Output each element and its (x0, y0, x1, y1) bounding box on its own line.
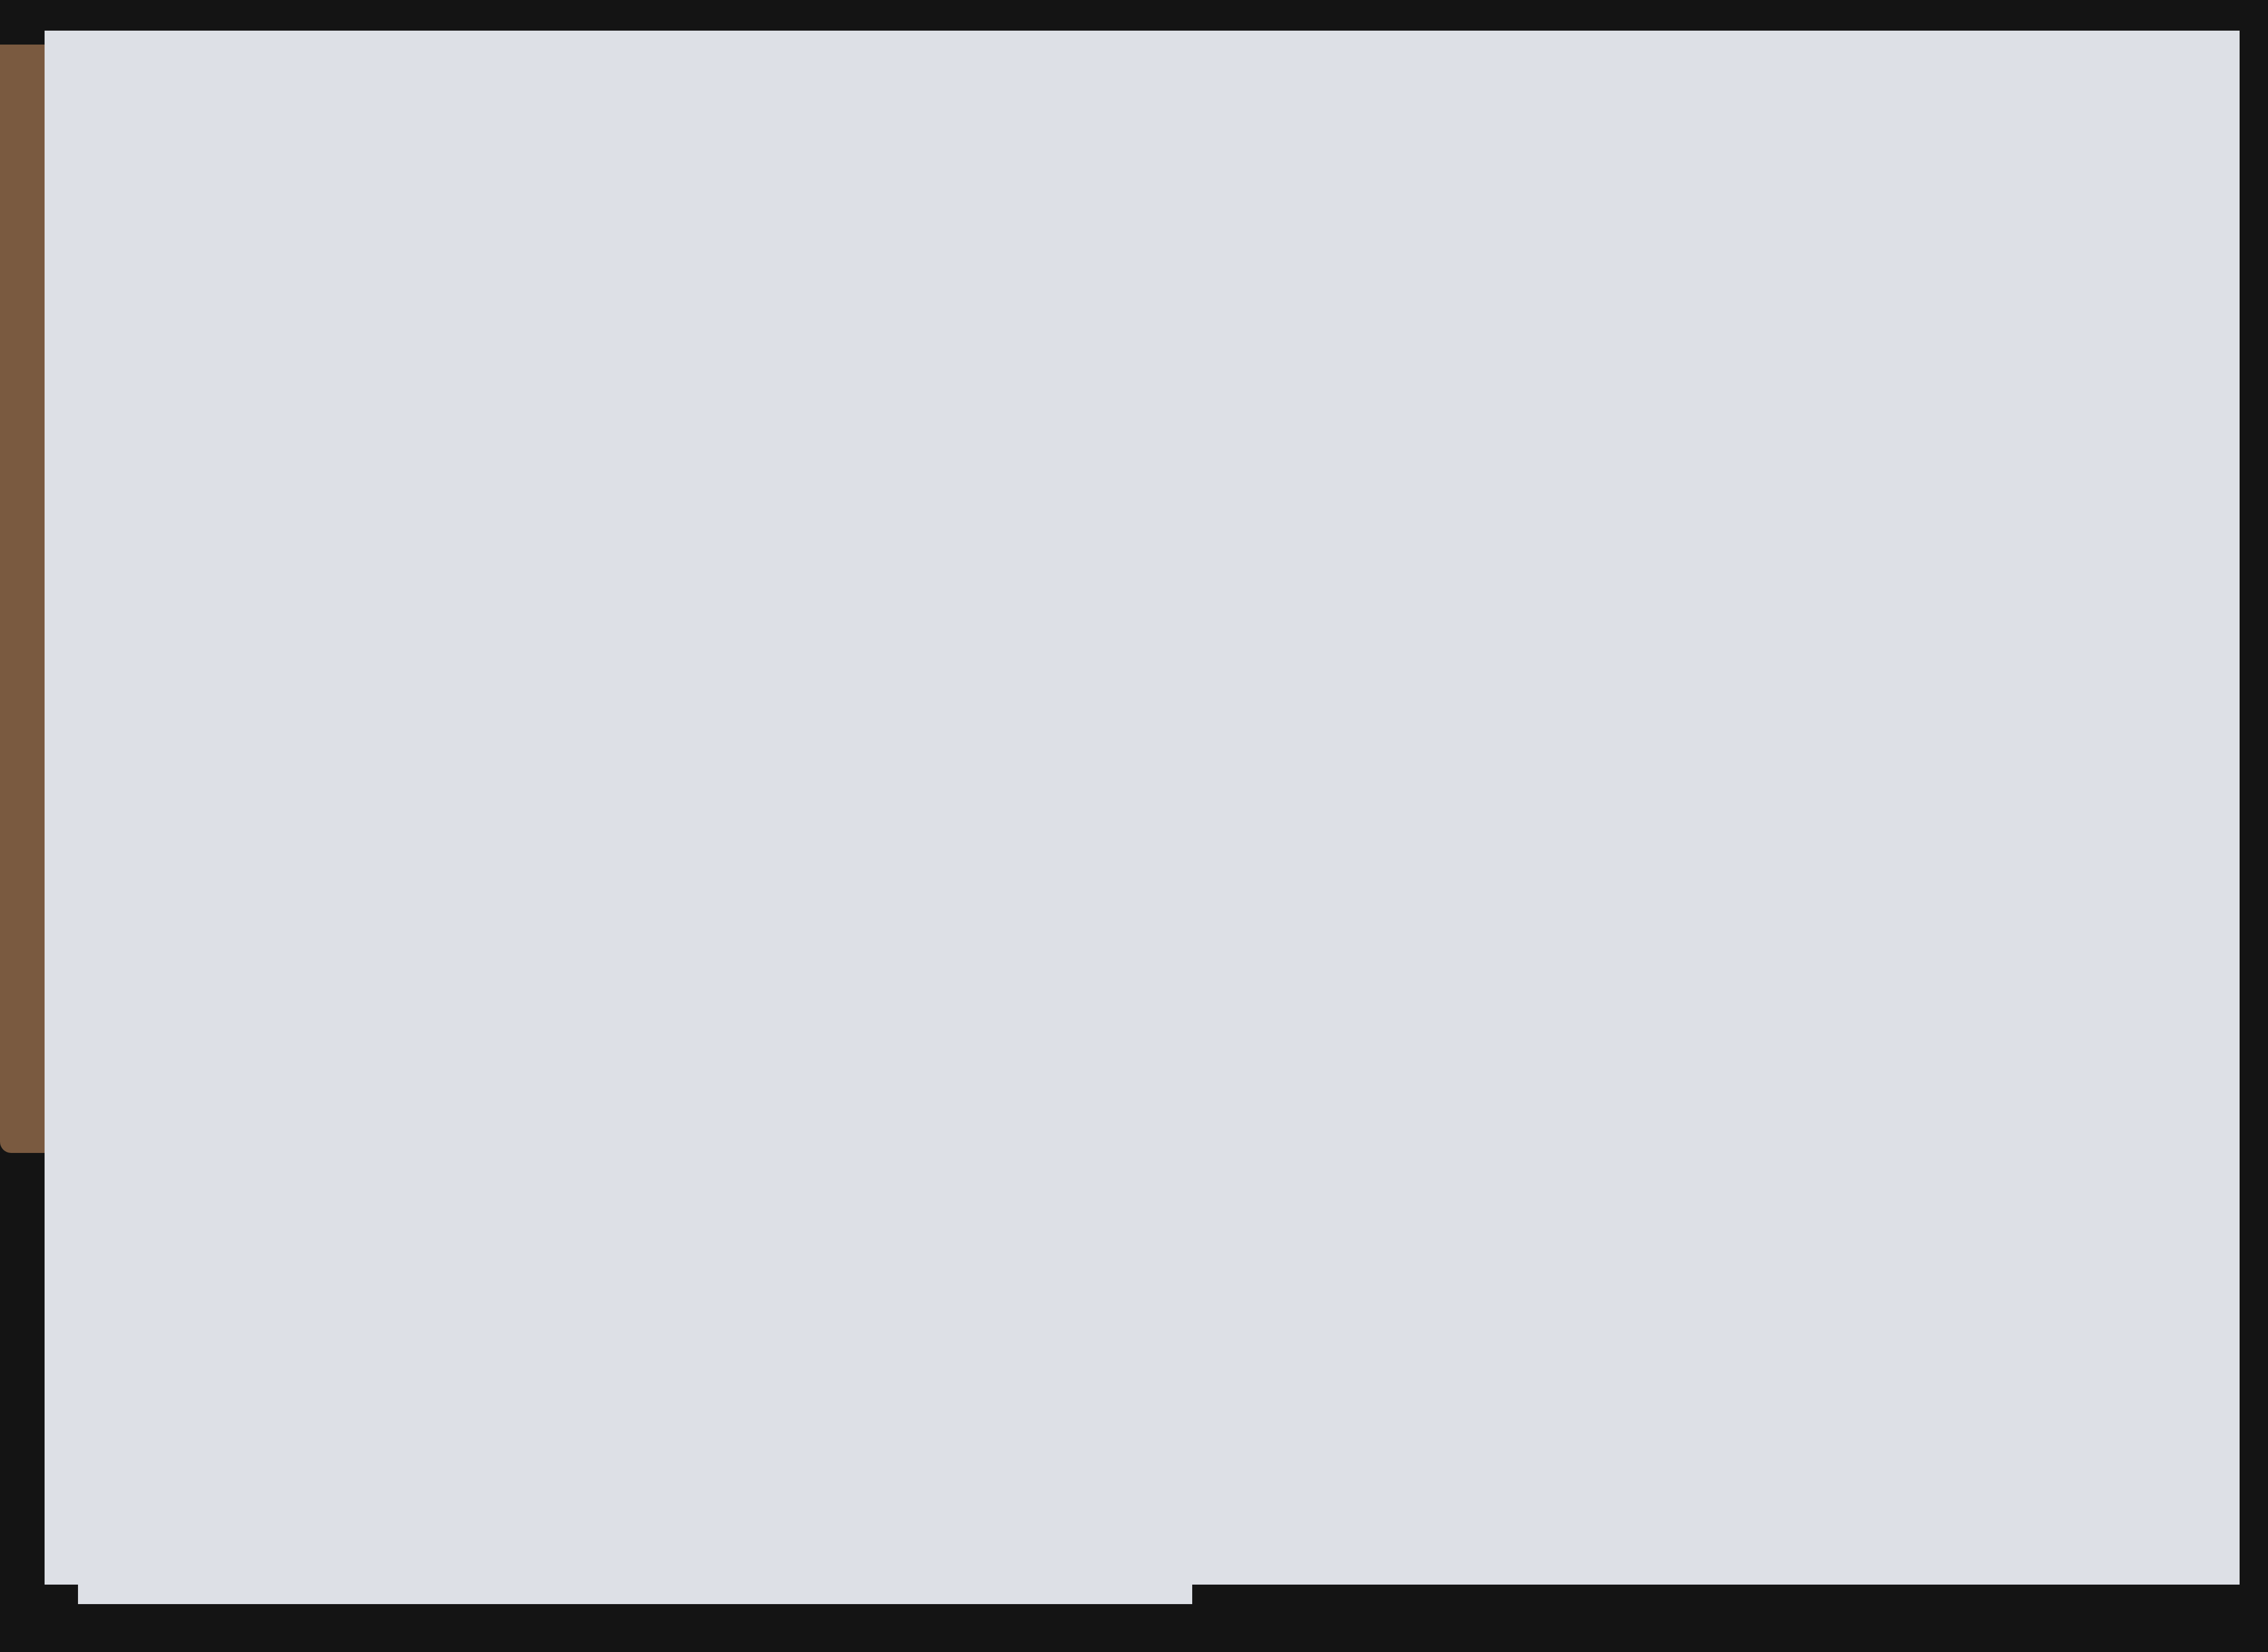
document-sheet-torn-edge (78, 1582, 1192, 1604)
document-sheet (45, 31, 2240, 1585)
